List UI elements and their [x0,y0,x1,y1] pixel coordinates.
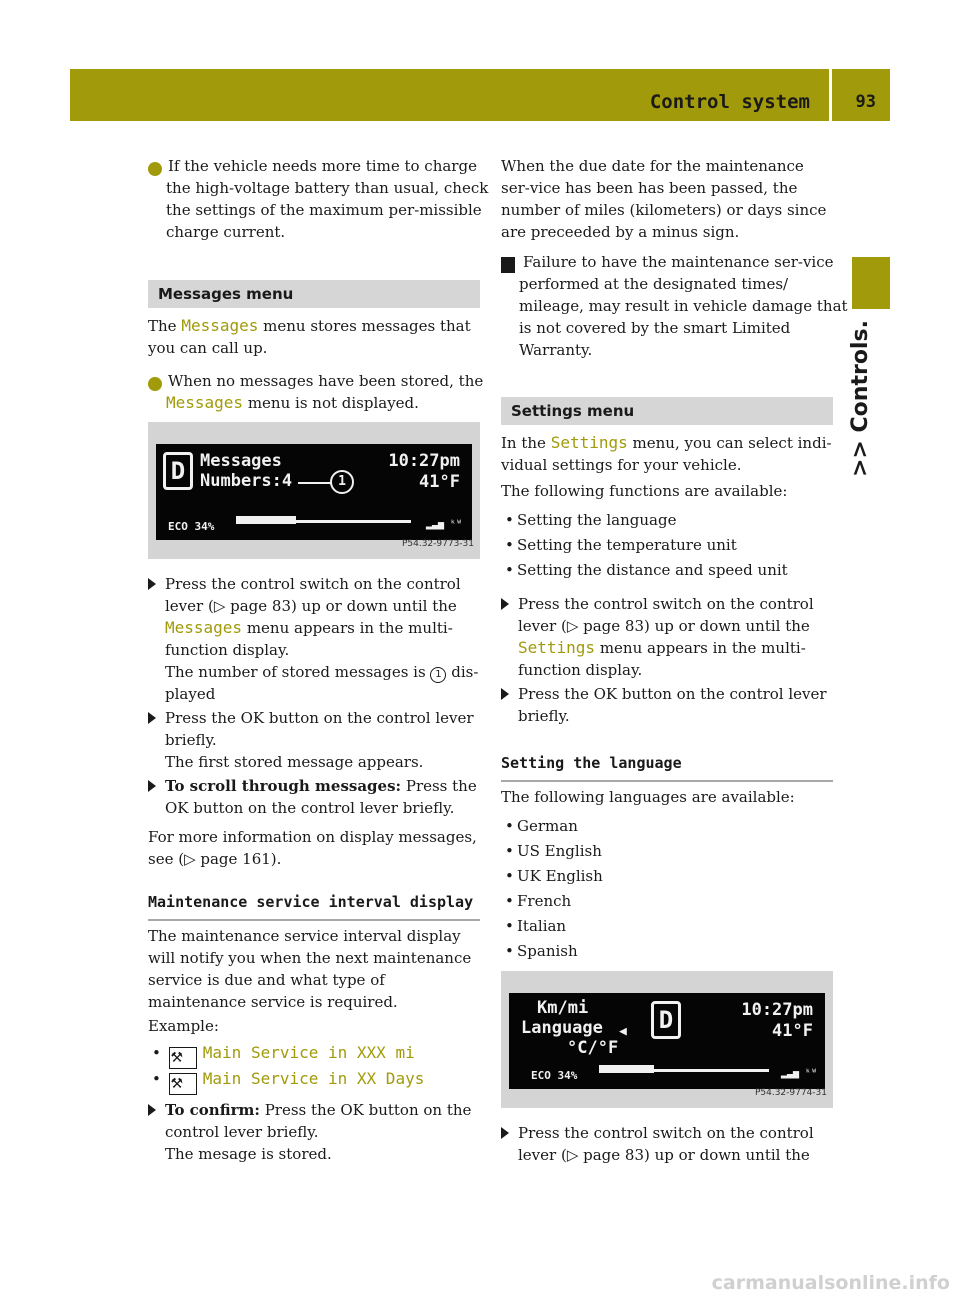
step-arrow-icon [501,1127,509,1139]
display-image-messages [148,422,480,559]
maintenance-paragraph: The maintenance service interval display will notify you when the next maintenance service is due and what type of maintenance service is required. [148,927,472,1011]
language-item: • UK English [501,865,849,887]
example-label: Example: [148,1017,219,1035]
step-press-control-switch: Press the control switch on the control lever (▷ page 83) up or down until the Settings menu appears in the multi-function display. [501,593,833,681]
step-arrow-icon [501,598,509,610]
language-heading: Setting the language [501,752,833,782]
due-date-paragraph: When the due date for the maintenance ser-vice has been has been passed, the number of miles (kilometers) or days since are preceeded by a minus sign. [501,157,827,241]
display-screen [509,993,825,1089]
messages-heading: Messages menu [148,280,480,308]
page-number: 93 [855,92,876,112]
display-image-settings [501,971,833,1108]
language-item: • Italian [501,915,849,937]
wrench-icon: ⚒ [169,1073,197,1095]
function-item: • Setting the language [501,509,849,531]
step-press-control-switch: Press the control switch on the control lever (▷ page 83) up or down until the Messages menu appears in the multi-function display. The number of stored messages is 1 dis-played [148,573,480,705]
languages-intro: The following languages are available: [501,788,795,806]
settings-intro: In the Settings menu, you can select indi-vidual settings for your vehicle. [501,433,832,474]
display-line-1: Km/mi [537,998,589,1018]
display-time: 10:27pm [388,451,460,471]
more-info-text: For more information on display messages, see (▷ page 161). [148,828,477,868]
display-line-2: Numbers:4 [200,471,293,491]
header-title: Control system [649,91,810,113]
header-bar [70,69,890,121]
gear-indicator: D [651,1001,681,1039]
language-item: • German [501,815,849,837]
header-divider [829,69,832,121]
eco-bar-fill [599,1065,654,1073]
selector-arrow-icon: ◀ [619,1024,627,1039]
info-note-messages: i When no messages have been stored, the Messages menu is not displayed. [144,372,484,412]
side-tab [852,257,890,309]
display-line-2: Language [521,1018,603,1038]
language-item: • US English [501,840,849,862]
watermark: carmanualsonline.info [711,1272,950,1294]
warning-icon: ! [501,257,515,273]
example-item-2: • ⚒ Main Service in XX Days [148,1068,496,1095]
maintenance-heading: Maintenance service interval display [148,891,480,921]
info-note-charge: i If the vehicle needs more time to charge the high-voltage battery than usual, check the settings of the maximum per-missible charge current. [144,157,489,241]
callout-marker: 1 [330,470,354,494]
signal-icon: ▂▃▅ ᵏᵂ [781,1068,818,1079]
eco-label: ECO 34% [168,520,215,533]
figure-code: P54.32-9774-31 [754,1088,827,1098]
info-icon: i [148,162,162,176]
example-item-1: • ⚒ Main Service in XXX mi [148,1042,496,1069]
step-confirm: To confirm: Press the OK button on the control lever briefly. The mesage is stored. [148,1099,480,1165]
signal-icon: ▂▃▅ ᵏᵂ [426,519,463,530]
step-arrow-icon [148,1104,156,1116]
display-line-3: °C/°F [567,1038,619,1058]
function-item: • Setting the distance and speed unit [501,559,849,581]
display-temp: 41°F [419,472,460,492]
step-arrow-icon [148,712,156,724]
figure-code: P54.32-9773-31 [401,539,474,549]
callout-line [298,482,332,484]
info-icon: i [148,377,162,391]
language-item: • Spanish [501,940,849,962]
display-time: 10:27pm [741,1000,813,1020]
step-arrow-icon [148,780,156,792]
step-arrow-icon [501,688,509,700]
display-screen [156,444,472,540]
wrench-icon: ⚒ [169,1047,197,1069]
eco-label: ECO 34% [531,1069,578,1082]
function-item: • Setting the temperature unit [501,534,849,556]
messages-intro: The Messages menu stores messages that you can call up. [148,316,471,357]
marker-1-icon: 1 [430,667,446,683]
display-line-1: Messages [200,451,282,471]
settings-heading: Settings menu [501,397,833,425]
step-press-ok: Press the OK button on the control lever briefly. The first stored message appears. [148,707,480,773]
warning-note: ! Failure to have the maintenance ser-vice performed at the designated times/ mileage, may result in vehicle damage that is not covered by the smart Limited Warranty. [496,253,848,359]
side-label: >> Controls. [848,320,873,477]
language-item: • French [501,890,849,912]
step-press-control-switch-language: Press the control switch on the control lever (▷ page 83) up or down until the [501,1122,833,1166]
gear-indicator: D [163,452,193,490]
eco-bar-fill [236,516,296,524]
step-arrow-icon [148,578,156,590]
step-scroll-messages: To scroll through messages: Press the OK button on the control lever briefly. [148,775,480,819]
functions-intro: The following functions are available: [501,482,788,500]
display-temp: 41°F [772,1021,813,1041]
step-press-ok: Press the OK button on the control lever briefly. [501,683,833,727]
